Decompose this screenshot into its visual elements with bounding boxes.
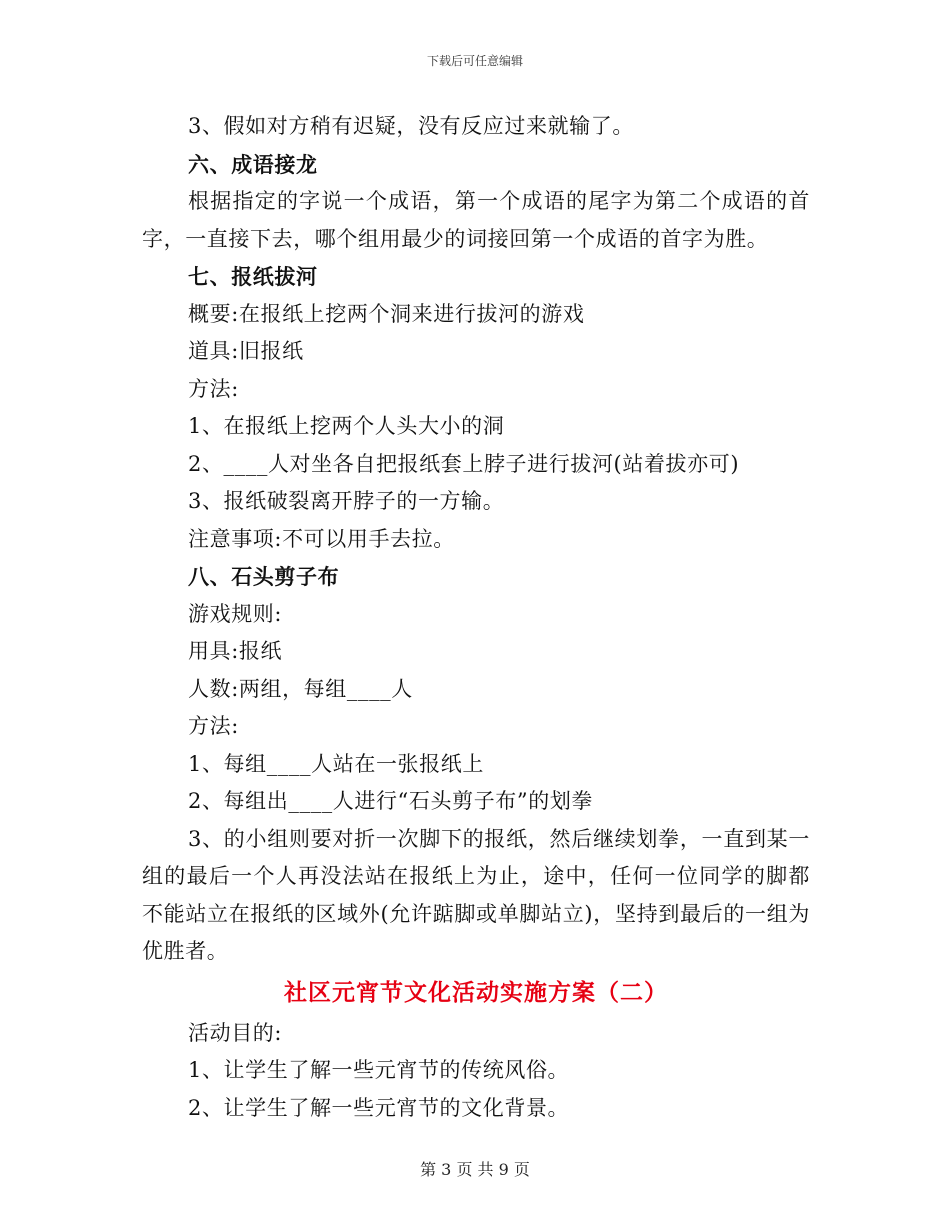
- section-8-rules-label: 游戏规则:: [188, 601, 283, 626]
- goal-item-1: 1、让学生了解一些元宵节的传统风俗。: [188, 1058, 570, 1082]
- section-7-heading: 七、报纸拔河: [188, 264, 318, 289]
- section-8-step-3-paragraph: 3、的小组则要对折一次脚下的报纸，然后继续划拳，一直到某一组的最后一个人再没法站在报纸上为止，途中，任何一位同学的脚都不能站立在报纸的区域外(允许踮脚或单脚站立)，坚持到最后的一组为优胜者。: [142, 826, 810, 963]
- section-8-heading: 八、石头剪子布: [188, 564, 340, 589]
- section-8-step-2: 2、每组出____人进行“石头剪子布”的划拳: [188, 789, 594, 813]
- goal-label: 活动目的:: [188, 1020, 283, 1045]
- section-7-step-1: 1、在报纸上挖两个人头大小的洞: [188, 414, 505, 438]
- section-7-note: 注意事项:不可以用手去拉。: [188, 526, 455, 551]
- section-8-method-label: 方法:: [188, 714, 239, 738]
- section-7-method-label: 方法:: [188, 376, 239, 401]
- section-6-heading: 六、成语接龙: [188, 151, 318, 177]
- rule-3-line: 3、假如对方稍有迟疑，没有反应过来就输了。: [188, 114, 634, 138]
- section-7-summary: 概要:在报纸上挖两个洞来进行拔河的游戏: [188, 301, 585, 326]
- page-number-footer: 第 3 页 共 9 页: [420, 1160, 530, 1179]
- section-7-step-2: 2、____人对坐各自把报纸套上脖子进行拔河(站着拔亦可): [188, 451, 740, 476]
- section-6-paragraph: 根据指定的字说一个成语，第一个成语的尾字为第二个成语的首字，一直接下去，哪个组用最少的词接回第一个成语的首字为胜。: [142, 189, 810, 251]
- section-8-step-1: 1、每组____人站在一张报纸上: [188, 751, 484, 776]
- section-8-tools: 用具:报纸: [188, 639, 283, 663]
- goal-item-2: 2、让学生了解一些元宵节的文化背景。: [188, 1095, 570, 1120]
- document-body: [142, 108, 810, 1127]
- section-7-step-3: 3、报纸破裂离开脖子的一方输。: [188, 489, 505, 513]
- section-8-people: 人数:两组，每组____人: [188, 676, 413, 701]
- part-2-title: 社区元宵节文化活动实施方案（二）: [284, 978, 668, 1006]
- section-7-props: 道具:旧报纸: [188, 339, 304, 363]
- page-header-note: 下载后可任意编辑: [426, 54, 523, 68]
